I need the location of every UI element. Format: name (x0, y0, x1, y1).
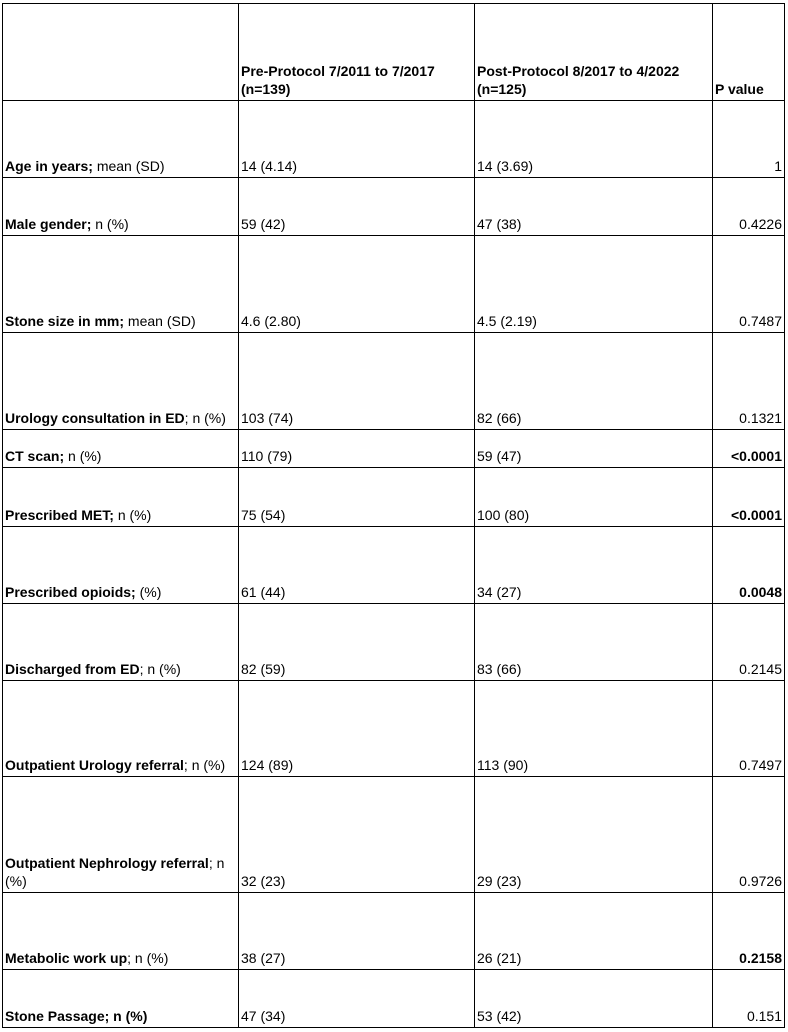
row-label-bold: Metabolic work up (5, 950, 128, 966)
post-protocol-value: 82 (66) (475, 333, 713, 430)
row-label (3, 236, 239, 333)
row-label-bold: Stone size in mm; (5, 313, 125, 329)
p-value: 0.2158 (713, 893, 785, 970)
row-label-rest: n (%) (64, 448, 102, 464)
row-label-rest: n (%) (91, 216, 129, 232)
row-label-bold: Discharged from ED (5, 661, 140, 677)
pre-protocol-value: 61 (44) (239, 527, 475, 604)
row-label-bold: Age in years; (5, 158, 93, 174)
row-label-rest: (%) (135, 584, 162, 600)
table-row (3, 178, 785, 236)
pre-protocol-value: 4.6 (2.80) (239, 236, 475, 333)
row-label-rest: mean (SD) (92, 158, 165, 174)
table-row (3, 236, 785, 333)
p-value: 0.2145 (713, 604, 785, 681)
p-value: <0.0001 (713, 430, 785, 468)
row-label-rest: ; n (%) (184, 410, 226, 426)
row-label-rest: ; n (%) (139, 661, 181, 677)
pre-protocol-value: 82 (59) (239, 604, 475, 681)
p-value: 0.9726 (713, 777, 785, 893)
p-value: 1 (713, 101, 785, 178)
post-protocol-value: 59 (47) (475, 430, 713, 468)
results-table (2, 3, 785, 1028)
pre-protocol-value: 59 (42) (239, 178, 475, 236)
post-protocol-value: 29 (23) (475, 777, 713, 893)
pre-protocol-value: 14 (4.14) (239, 101, 475, 178)
p-value: 0.4226 (713, 178, 785, 236)
post-protocol-value: 26 (21) (475, 893, 713, 970)
pre-protocol-value: 103 (74) (239, 333, 475, 430)
row-label (3, 101, 239, 178)
row-label (3, 777, 239, 893)
row-label (3, 681, 239, 777)
table-row (3, 101, 785, 178)
table-row (3, 468, 785, 527)
row-label (3, 178, 239, 236)
row-label (3, 527, 239, 604)
table-body (3, 4, 785, 1028)
p-value: 0.1321 (713, 333, 785, 430)
row-label-rest: ; n (%) (183, 757, 226, 773)
post-protocol-value: 100 (80) (475, 468, 713, 527)
table-row (3, 777, 785, 893)
table-row (3, 333, 785, 430)
pre-protocol-value: 47 (34) (239, 970, 475, 1028)
p-value: 0.7497 (713, 681, 785, 777)
table-row (3, 893, 785, 970)
row-label (3, 970, 239, 1028)
row-label-bold: Stone Passage; n (%) (5, 1008, 148, 1024)
row-label-bold: Prescribed MET; (5, 507, 114, 523)
row-label (3, 430, 239, 468)
row-label-bold: Outpatient Urology referral (5, 757, 184, 773)
post-protocol-value: 14 (3.69) (475, 101, 713, 178)
row-label-bold: Urology consultation in ED (5, 410, 185, 426)
pre-protocol-value: 110 (79) (239, 430, 475, 468)
pre-protocol-value: 75 (54) (239, 468, 475, 527)
table-row (3, 970, 785, 1028)
post-protocol-value: 4.5 (2.19) (475, 236, 713, 333)
post-protocol-value: 83 (66) (475, 604, 713, 681)
header-p-value: P value (713, 4, 785, 101)
row-label (3, 468, 239, 527)
p-value: 0.0048 (713, 527, 785, 604)
row-label (3, 893, 239, 970)
row-label-bold: CT scan; (5, 448, 65, 464)
post-protocol-value: 53 (42) (475, 970, 713, 1028)
post-protocol-value: 113 (90) (475, 681, 713, 777)
row-label-bold: Prescribed opioids; (5, 584, 136, 600)
row-label-rest: n (%) (113, 507, 152, 523)
row-label-rest: ; n (%) (127, 950, 169, 966)
row-label-rest: mean (SD) (124, 313, 196, 329)
p-value: 0.7487 (713, 236, 785, 333)
table-row (3, 681, 785, 777)
pre-protocol-value: 124 (89) (239, 681, 475, 777)
p-value: 0.151 (713, 970, 785, 1028)
pre-protocol-value: 32 (23) (239, 777, 475, 893)
header-pre-protocol: Pre-Protocol 7/2011 to 7/2017 (n=139) (239, 4, 475, 101)
post-protocol-value: 34 (27) (475, 527, 713, 604)
row-label-bold: Outpatient Nephrology referral (5, 855, 209, 871)
row-label (3, 333, 239, 430)
p-value: <0.0001 (713, 468, 785, 527)
header-label-cell (3, 4, 239, 101)
row-label (3, 604, 239, 681)
table-row (3, 604, 785, 681)
header-row (3, 4, 785, 101)
header-post-protocol: Post-Protocol 8/2017 to 4/2022 (n=125) (475, 4, 713, 101)
post-protocol-value: 47 (38) (475, 178, 713, 236)
row-label-rest: ; n (%) (5, 855, 225, 889)
table-row (3, 527, 785, 604)
pre-protocol-value: 38 (27) (239, 893, 475, 970)
row-label-bold: Male gender; (5, 216, 92, 232)
table-row (3, 430, 785, 468)
